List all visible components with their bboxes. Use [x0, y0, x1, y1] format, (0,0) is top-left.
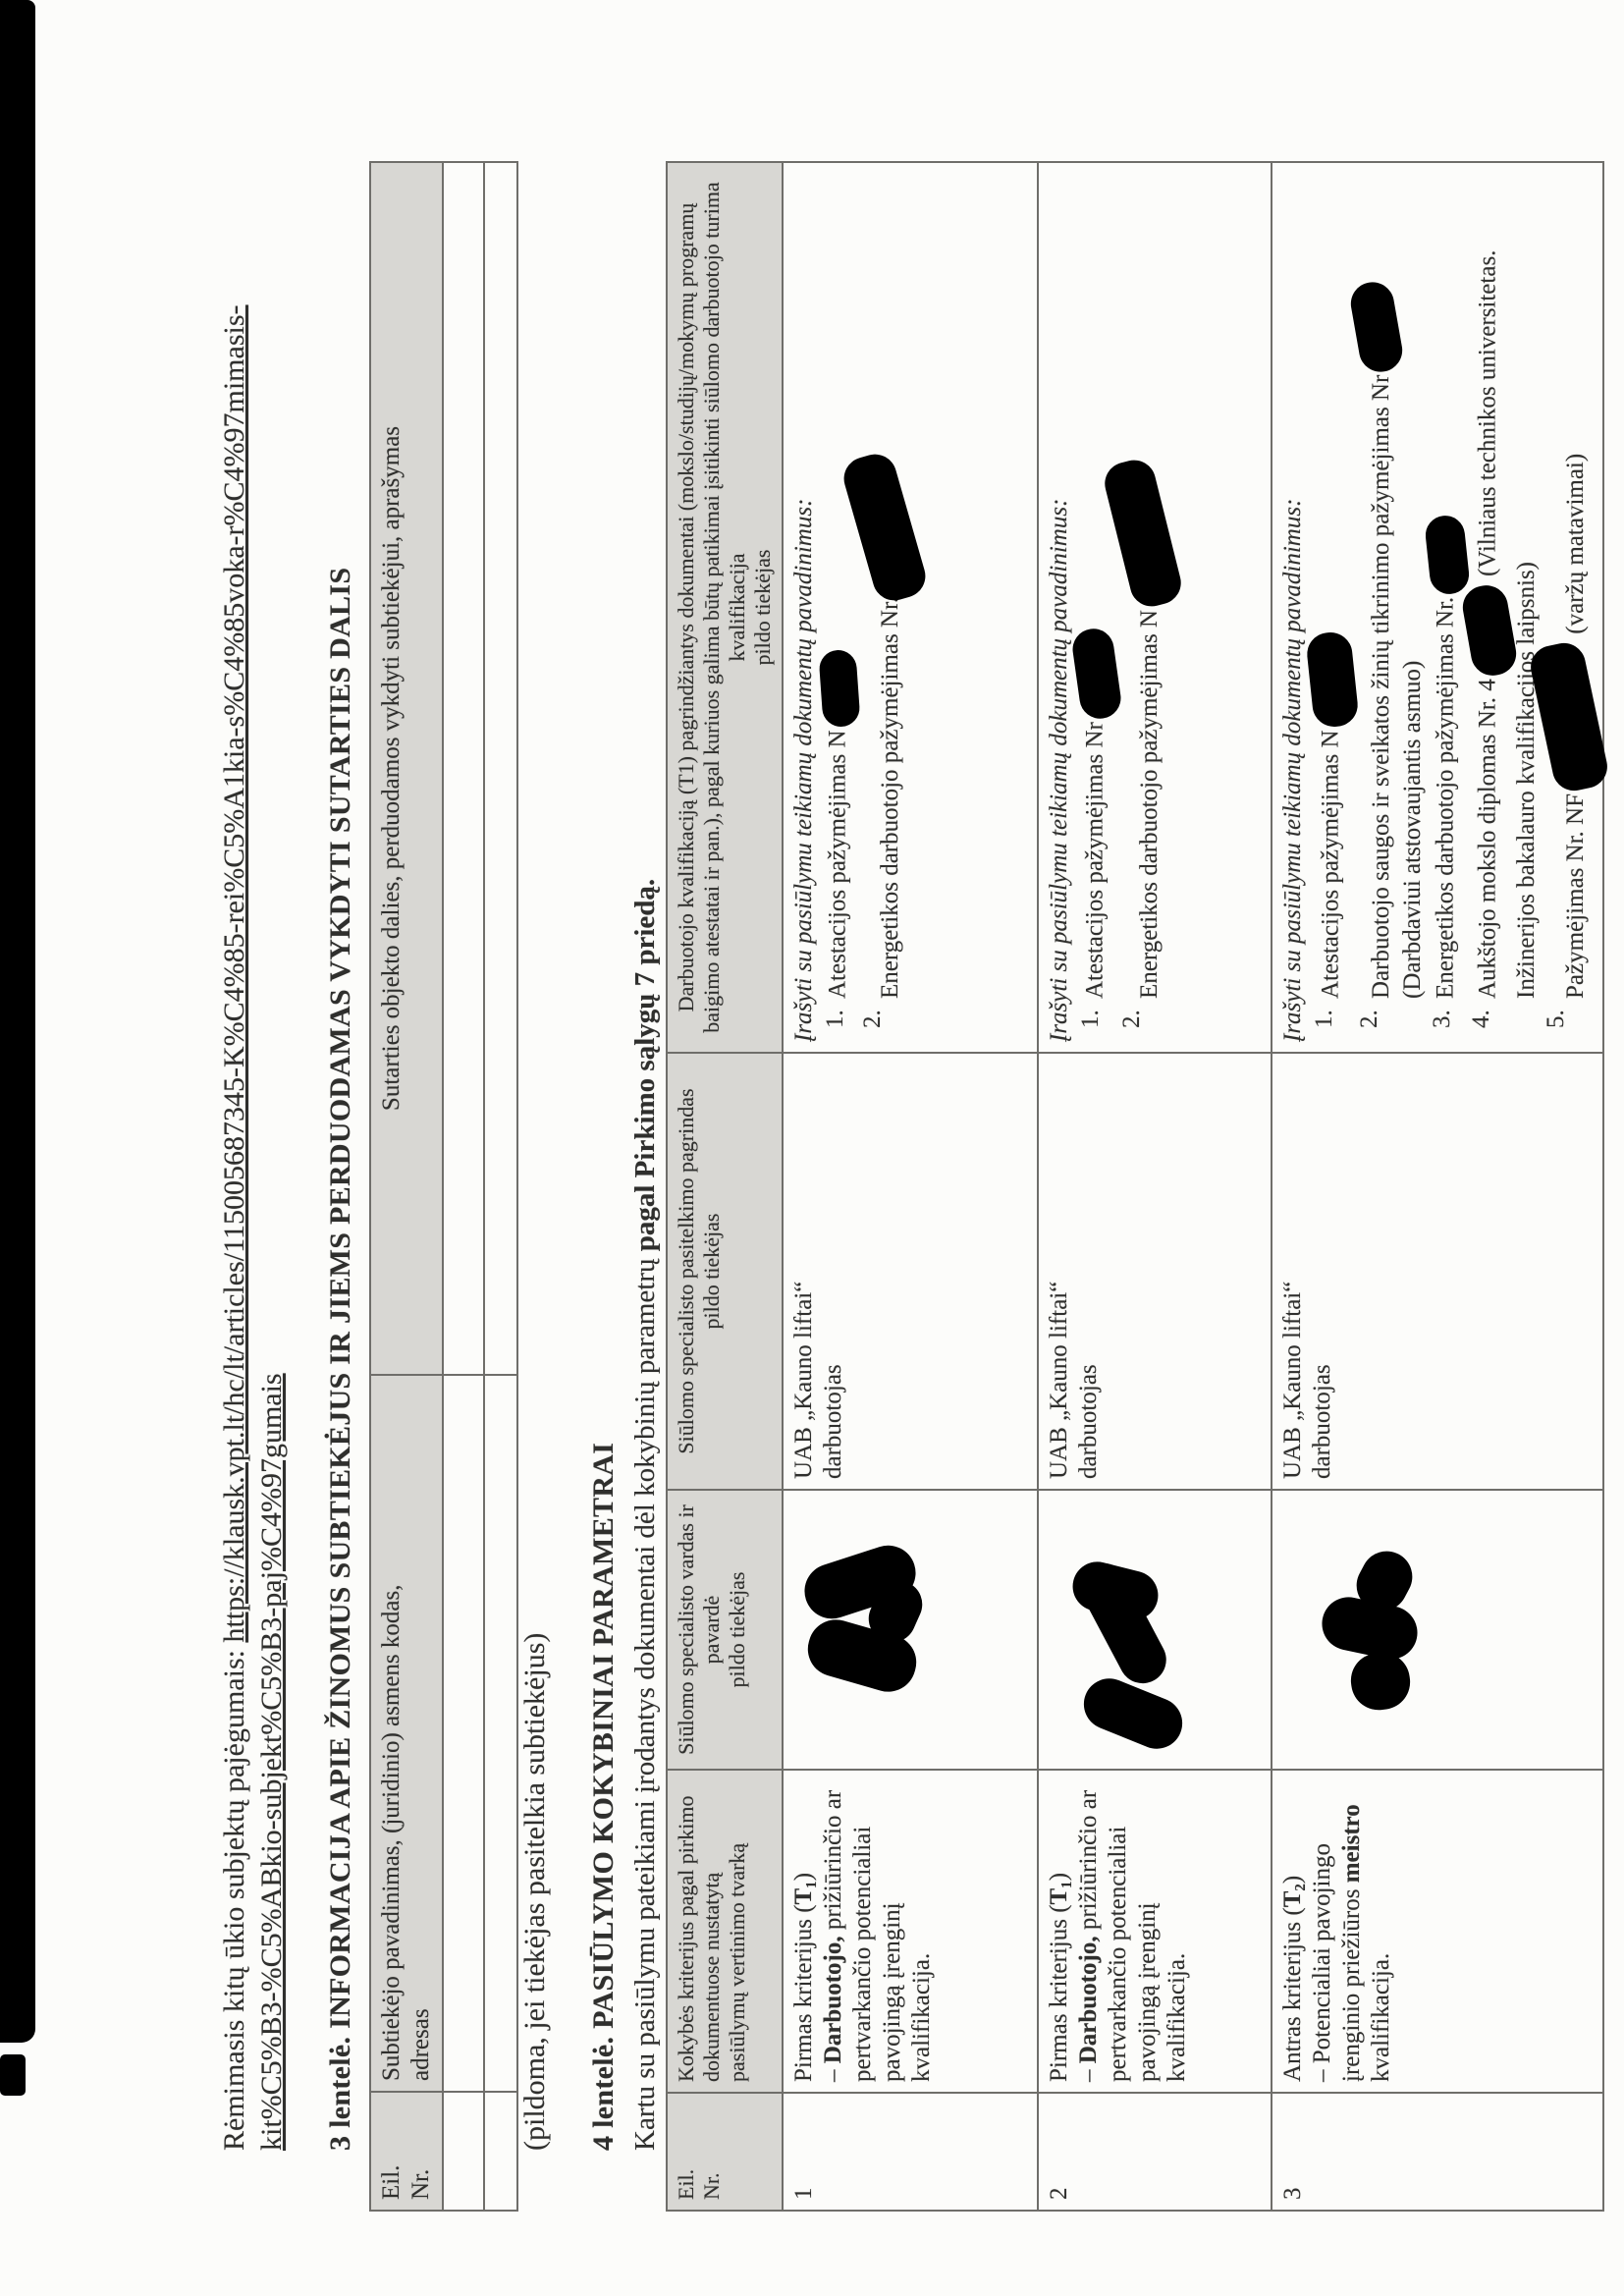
- doc-item: 2. Energetikos darbuotojo pažymėjimas Nr.: [858, 173, 911, 1042]
- lead-text: Kartu su pasiūlymu pateikiami įrodantys dokumentai dėl kokybinių parametrų: [629, 1251, 661, 2151]
- redaction-mark: [1347, 279, 1405, 375]
- doc-item: 1. Atestacijos pažymėjimas N: [1310, 173, 1355, 1042]
- redaction-scribble: [1322, 1543, 1425, 1710]
- row-number: 2: [1038, 2093, 1272, 2211]
- doc-item: 1. Atestacijos pažymėjimas Nr: [1076, 173, 1117, 1042]
- documents-lead: Įrašyti su pasiūlymu teikiamų dokumentų pavadinimus:: [1279, 498, 1306, 1042]
- doc-item: 3. Energetikos darbuotojo pažymėjimas Nr.: [1428, 173, 1467, 1042]
- column-header-specialist-name: Siūlomo specialisto vardas ir pavardė pildo tiekėjas: [667, 1490, 783, 1770]
- redaction-mark: [818, 649, 860, 728]
- table-row: [783, 162, 1038, 2211]
- column-header-eil-nr: Eil. Nr.: [370, 2092, 443, 2211]
- column-header-qualification-documents: Darbuotojo kvalifikaciją (T1) pagrindžiantys dokumentai (mokslo/studijų/mokymų programų baigimo atestatai ir pan.), pagal kuriuos galima būtų patikimai įsitikinti siūlomo darbuotojo turima kvalifikacija pildo tiekėjas: [667, 162, 783, 1053]
- doc-item: 1. Atestacijos pažymėjimas N: [821, 173, 858, 1042]
- redaction-scribble: [807, 1523, 930, 1690]
- redaction-scribble: [1072, 1553, 1195, 1739]
- engagement-basis-cell: UAB „Kauno liftai“ darbuotojas: [783, 1053, 1038, 1490]
- column-header-engagement-basis: Siūlomo specialisto pasitelkimo pagrindas pildo tiekėjas: [667, 1053, 783, 1490]
- doc-item: 4. Aukštojo mokslo diplomas Nr. 4 (Vilniaus technikos universitetas. Inžinerijos bakalauro kvalifikacijos laipsnis): [1467, 173, 1542, 1042]
- fills-supplier-note: pildo tiekėjas: [699, 1213, 724, 1330]
- criteria-cell: Pirmas kriterijus (T₁) – Darbuotojo, prižiūrinčio ar pertvarkančio potencialiai pavojingą įrenginį kvalifikacija.: [1038, 1770, 1272, 2093]
- lead-bold-text: pagal Pirkimo sąlygų 7 priedą.: [629, 878, 661, 1252]
- table3-heading: 3 lentelė. INFORMACIJA APIE ŽINOMUS SUBTIEKĖJUS IR JIEMS PERDUODAMAS VYKDYTI SUTARTIES DALIS: [324, 567, 356, 2151]
- doc-item: 2. Darbuotojo saugos ir sveikatos žinių tikrinimo pažymėjimas Nr (Darbdaviui atstovaujantis asmuo): [1355, 173, 1428, 1042]
- reliance-url: https://klausk.vpt.lt/hc/lt/articles/115005687345-K%C4%85-rei%C5%A1kia-s%C4%85voka-r%C4%97mimasis-: [218, 304, 250, 1643]
- engagement-basis-cell: UAB „Kauno liftai“ darbuotojas: [1272, 1053, 1603, 1490]
- redaction-mark: [1459, 582, 1519, 680]
- table4-heading: 4 lentelė. PASIŪLYMO KOKYBINIAI PARAMETRAI: [587, 1442, 620, 2151]
- fills-supplier-note: pildo tiekėjas: [750, 549, 775, 666]
- intro-line-2: [253, 161, 291, 2151]
- intro-text: Rėmimasis kitų ūkio subjektų pajėgumais:: [218, 1642, 250, 2151]
- scan-artifact-bar: [0, 0, 35, 2043]
- fill-note: (pildoma, jei tiekėjas pasitelkia subtiekėjus): [518, 1632, 551, 2151]
- specialist-name-cell: [783, 1490, 1038, 1770]
- documents-cell: [1272, 162, 1603, 1053]
- criteria-cell: Antras kriterijus (T₂) – Potencialiai pavojingo įrenginio priežiūros meistro kvalifikacija.: [1272, 1770, 1603, 2093]
- column-header-contract-part: Sutarties objekto dalies, perduodamos vykdyti subtiekėjui, aprašymas: [370, 162, 443, 1375]
- column-header-criteria: Kokybės kriterijus pagal pirkimo dokumentuose nustatytą pasiūlymų vertinimo tvarką: [667, 1770, 783, 2093]
- intro-line-1: [216, 161, 253, 2151]
- reliance-url-continuation: kit%C5%B3-%C5%ABkio-subjekt%C5%B3-paj%C4%97gumais: [255, 1373, 288, 2151]
- table-row: [1038, 162, 1272, 2211]
- empty-row: [443, 162, 484, 2211]
- scan-artifact-fragment: [0, 2054, 26, 2096]
- criteria-cell: Pirmas kriterijus (T₁) – Darbuotojo, prižiūrinčio ar pertvarkančio potencialiai pavojingą įrenginį kvalifikacija.: [783, 1770, 1038, 2093]
- redaction-mark: [1305, 630, 1360, 729]
- table-row: [1272, 162, 1603, 2211]
- engagement-basis-cell: UAB „Kauno liftai“ darbuotojas: [1038, 1053, 1272, 1490]
- quality-parameters-table: [666, 161, 1604, 2212]
- table4-header-row: [667, 162, 783, 2211]
- fills-supplier-note: pildo tiekėjas: [725, 1571, 749, 1688]
- redaction-mark: [1424, 514, 1471, 596]
- documents-cell: [783, 162, 1038, 1053]
- intro-paragraph: [216, 161, 291, 2151]
- specialist-name-cell: [1038, 1490, 1272, 1770]
- known-subcontractors-table: [369, 161, 518, 2212]
- row-number: 1: [783, 2093, 1038, 2211]
- doc-item: 2. Energetikos darbuotojo pažymėjimas N: [1117, 173, 1168, 1042]
- row-number: 3: [1272, 2093, 1603, 2211]
- specialist-name-cell: [1272, 1490, 1603, 1770]
- table4-lead: [629, 879, 662, 2151]
- documents-cell: [1038, 162, 1272, 1053]
- empty-row: [484, 162, 517, 2211]
- redaction-mark: [1070, 627, 1123, 722]
- table3-header-row: [370, 162, 443, 2211]
- column-header-subcontractor: Subtiekėjo pavadinimas, (juridinio) asmens kodas, adresas: [370, 1375, 443, 2092]
- documents-lead: Įrašyti su pasiūlymu teikiamų dokumentų pavadinimus:: [1046, 498, 1072, 1042]
- doc-item: 5. Pažymėjimas Nr. NF (varžų matavimai): [1542, 173, 1597, 1042]
- column-header-eil-nr: Eil. Nr.: [667, 2093, 783, 2211]
- documents-lead: Įrašyti su pasiūlymu teikiamų dokumentų pavadinimus:: [790, 498, 817, 1042]
